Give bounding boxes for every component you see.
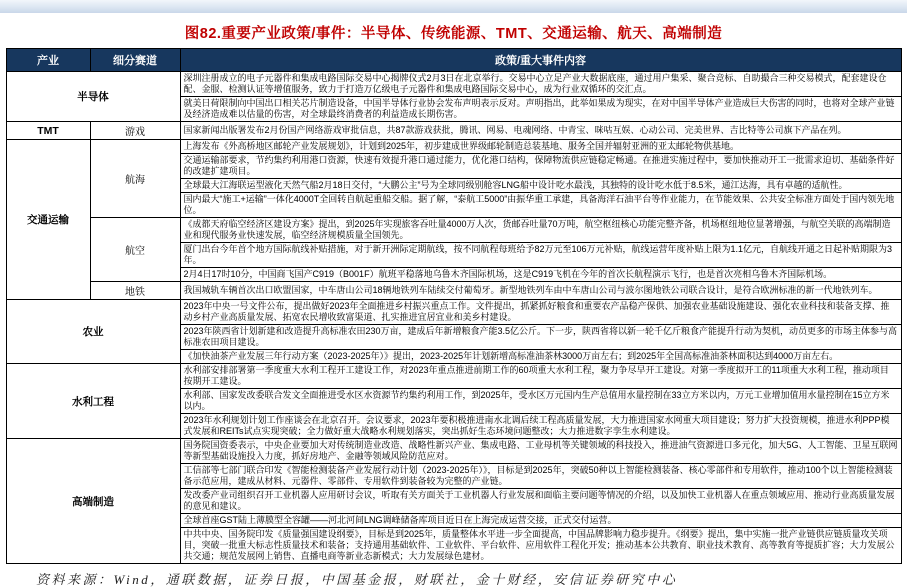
industry-cell: TMT (6, 122, 90, 140)
industry-cell: 高端制造 (6, 439, 180, 564)
policy-cell: 国家新闻出版署发布2月份国产网络游戏审批信息，共87款游戏获批，腾讯、网易、电魂网络、中青宝、咪咕互娱、心动公司、完美世界、吉比特等公司旗下产品在列。 (180, 122, 901, 140)
policy-cell: 上海发布《外高桥地区邮轮产业发展规划》，计划到2025年，初步建成世界级邮轮制造总装基地、服务全国并辐射亚洲的亚太邮轮物供基地。 (180, 140, 901, 154)
policy-cell: 国内最大“施工+运输”一体化4000T全回转自航起重船交船。据了解，“泰航工5000”由振华重工承建，具备海洋石油平台等作业能力，在节能效果、公共安全标准方面处于国内领先地位。 (180, 193, 901, 218)
col-header-industry: 产业 (6, 49, 90, 72)
table-row (6, 72, 901, 97)
table-row (6, 282, 901, 300)
policy-cell: 2023年水利规划计划工作座谈会在北京召开。会议要求，2023年要积极推进南水北调后续工程高质量发展，大力推进国家水网重大项目建设；努力扩大投资规模，推进水利PPP模式发展和REITs试点实现突破；全力做好重大战略水利规划落实，突出抓好生态环境问题整改；大力推进数字孪生水利建设。 (180, 414, 901, 439)
policy-cell: 我国城轨车辆首次出口欧盟国家，中车唐山公司18辆地铁列车陆续交付葡萄牙。新型地铁列车由中车唐山公司与波尔图地铁公司联合设计，是符合欧洲标准的新一代地铁列车。 (180, 282, 901, 300)
policy-cell: 全球最大江海联运型液化天然气船2月18日交付，“大鹏公主”号为全球同级别舱容LNG船中设计吃水最浅，其独特的设计吃水低于8.5米，通江达海，具有卓越的适航性。 (180, 179, 901, 193)
table-row (6, 140, 901, 154)
policy-cell: 厦门出台今年首个地方国际航线补贴措施，对于新开洲际定期航线，按不同航程每班给予82万元至106万元补贴，航线运营年度补贴上限为1.1亿元，自航线开通之日起补贴期限为3年。 (180, 243, 901, 268)
policy-cell: 水利部、国家发改委联合发文全面推进受水区水资源节约集约利用工作，到2025年，受水区万元国内生产总值用水量控制在33立方米以内，万元工业增加值用水量控制在15立方米以内。 (180, 389, 901, 414)
policy-cell: 国务院国资委表示，中央企业要加大对传统制造业改造、战略性新兴产业、集成电路、工业母机等关键领域的科技投入，推进油气资源进口多元化，加大5G、人工智能、卫星互联网等新型基础设施投入力度，抓好房地产、金融等领域风险防范应对。 (180, 439, 901, 464)
table-row (6, 122, 901, 140)
policy-cell: 就美日荷限制向中国出口相关芯片制造设备，中国半导体行业协会发布声明表示反对。声明指出，此举如果成为现实，在对中国半导体产业造成巨大伤害的同时，也将对全球产业链及经济造成难以估量的伤害，对全球最终消费者的利益造成长期伤害。 (180, 97, 901, 122)
policy-cell: 2023年中央一号文件公布，提出做好2023年全面推进乡村振兴重点工作。文件提出，抓紧抓好粮食和重要农产品稳产保供、加强农业基础设施建设、强化农业科技和装备支撑、推动乡村产业高质量发展、拓宽农民增收致富渠道、扎实推进宜居宜业和美乡村建设。 (180, 300, 901, 325)
table-row (6, 300, 901, 325)
policy-cell: 工信部等七部门联合印发《智能检测装备产业发展行动计划（2023-2025年）》，目标是到2025年，突破50种以上智能检测装备、核心零部件和专用软件，推动100个以上智能检测装备示范应用，建成从材料、元器件、零部件、专用软件到装备较为完整的产业链。 (180, 464, 901, 489)
policy-cell: 发改委产业司组织召开工业机器人应用研讨会议，听取有关方面关于工业机器人行业发展和面临主要问题等情况的介绍，以及加快工业机器人在重点领域应用、推动行业高质量发展的意见和建议。 (180, 489, 901, 514)
industry-cell: 农业 (6, 300, 180, 364)
subtrack-cell: 地铁 (90, 282, 180, 300)
policy-cell: 《加快油茶产业发展三年行动方案（2023-2025年）》提出，2023-2025年计划新增高标准油茶林3000万亩左右；到2025年全国高标准油茶林面积达到4000万亩左右。 (180, 350, 901, 364)
figure-title: 图82.重要产业政策/事件：半导体、传统能源、TMT、交通运输、航天、高端制造 (184, 26, 723, 42)
subtrack-cell: 航海 (90, 140, 180, 218)
policy-cell: 深圳注册成立的电子元器件和集成电路国际交易中心揭牌仪式2月3日在北京举行。交易中心立足产业大数据底座，通过用户集采、聚合竞标、自助撮合三种交易模式，配套建设仓配、金服、检测认证等增值服务，致力于打造万亿级电子元器件和集成电路国际交易中心，成为行业双循环的交汇点。 (180, 72, 901, 97)
col-header-policy-content: 政策/重大事件内容 (180, 49, 901, 72)
policy-cell: 2月4日17时10分，中国商飞国产C919（B001F）航班平稳落地乌鲁木齐国际机场，这是C919飞机在今年的首次长航程演示飞行，也是首次亮相乌鲁木齐国际机场。 (180, 268, 901, 282)
policy-cell: 水利部安排部署第一季度重大水利工程开工建设工作，对2023年重点推进前期工作的60项重大水利工程，聚力争尽早开工建设。对第一季度拟开工的11项重大水利工程，推动项目按期开工建设。 (180, 364, 901, 389)
subtrack-cell: 游戏 (90, 122, 180, 140)
source-note: 资料来源：Wind，通联数据，证券日报，中国基金报，财联社，金十财经，安信证券研究中心 (36, 572, 678, 587)
top-accent-bar (0, 0, 907, 13)
policy-cell: 中共中央、国务院印发《质量强国建设纲要》，目标是到2025年，质量整体水平进一步全面提高，中国品牌影响力稳步提升。《纲要》提出，集中实施一批产业链供应链质量攻关项目，突破一批重大标志性质量技术和装备；支持通用基础软件、工业软件、平台软件、应用软件工程化开发；推动基本公共教育、职业技术教育、高等教育等提质扩容；大力发展公共交通；规范发展网上销售、直播电商等新业态新模式；大力发展绿色建材。 (180, 528, 901, 564)
industry-cell: 半导体 (6, 72, 180, 122)
table-row (6, 364, 901, 389)
table-row (6, 218, 901, 243)
policy-table (6, 48, 902, 564)
policy-cell: 2023年陕西省计划新建和改造提升高标准农田230万亩，建成后年新增粮食产能3.5亿公斤。下一步，陕西省将以新一轮千亿斤粮食产能提升行动为契机，动员更多的市场主体参与高标准农田项目建设。 (180, 325, 901, 350)
table-row (6, 439, 901, 464)
policy-cell: 全球首座GST陆上薄膜型全容罐——河北河间LNG调峰储备库项目近日在上海完成运营交接，正式交付运营。 (180, 514, 901, 528)
industry-cell: 交通运输 (6, 140, 90, 300)
col-header-subtrack: 细分赛道 (90, 49, 180, 72)
subtrack-cell: 航空 (90, 218, 180, 282)
policy-cell: 交通运输部要求，节约集约利用港口资源，快速有效提升港口通过能力，优化港口结构，保障物流供应链稳定畅通。在推进实施过程中，要加快推动开工一批需求迫切、基础条件好的改建扩建项目。 (180, 154, 901, 179)
industry-cell: 水利工程 (6, 364, 180, 439)
policy-cell: 《成都天府临空经济区建设方案》提出，到2025年实现旅客吞吐量4000万人次，货邮吞吐量70万吨，航空枢纽核心功能完整齐备，机场枢纽地位显著增强，与航空关联的高端制造业和现代服务业快速发展，临空经济规模质量全国领先。 (180, 218, 901, 243)
table-header-row (6, 49, 901, 72)
policy-table-body (6, 72, 901, 564)
